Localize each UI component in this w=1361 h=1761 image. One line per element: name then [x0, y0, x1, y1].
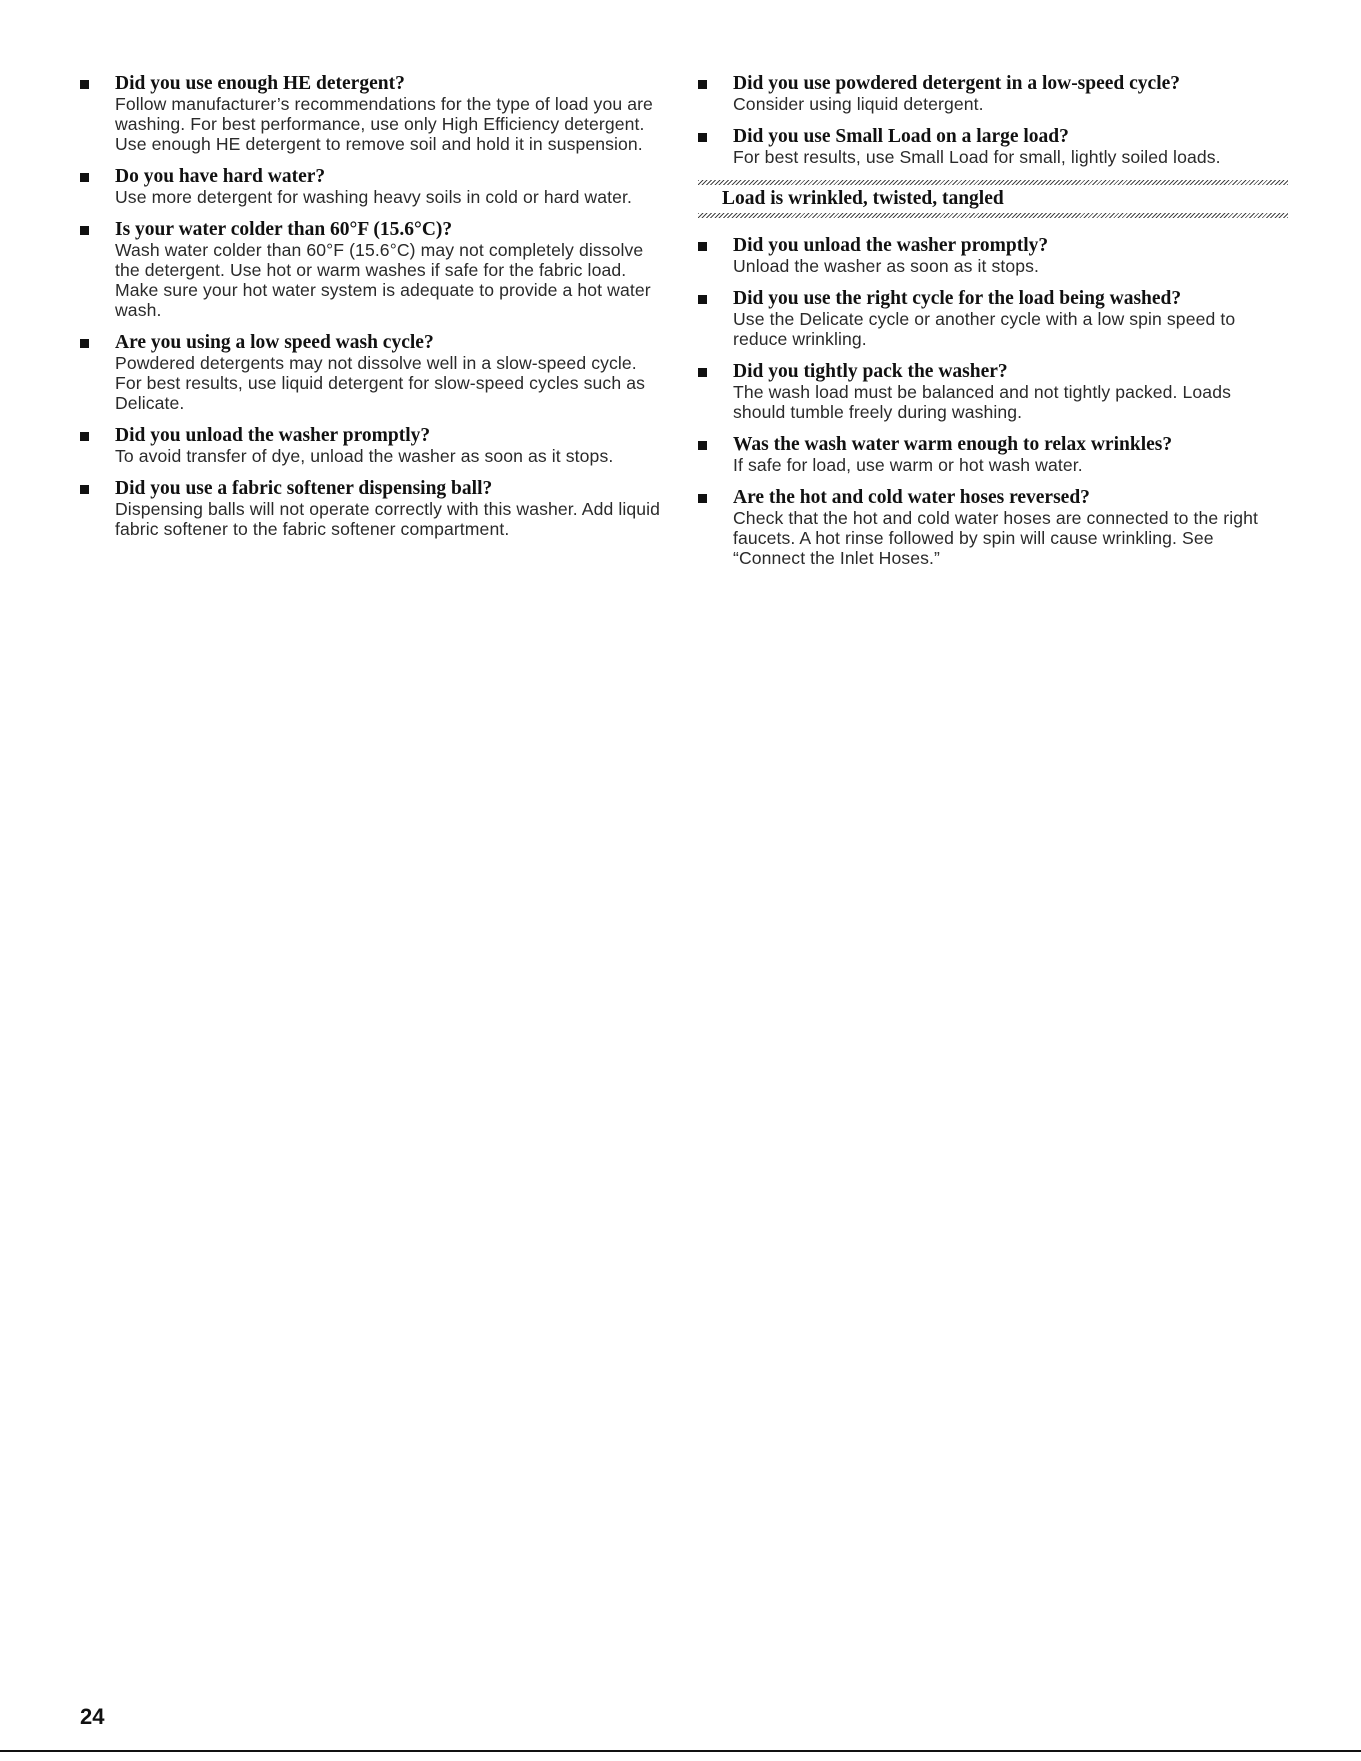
square-bullet-icon [80, 432, 89, 441]
square-bullet-icon [698, 494, 707, 503]
list-item [698, 127, 1288, 167]
square-bullet-icon [698, 441, 707, 450]
section-title: Load is wrinkled, twisted, tangled [722, 188, 1004, 209]
list-item [80, 426, 665, 466]
square-bullet-icon [80, 80, 89, 89]
item-question: Is your water colder than 60°F (15.6°C)? [115, 219, 453, 240]
list-item [80, 167, 665, 207]
item-answer: Dispensing balls will not operate correctly with this washer. Add liquid fabric softener to the fabric softener compartment. [115, 499, 661, 539]
item-answer: Use more detergent for washing heavy soils in cold or hard water. [115, 187, 632, 207]
item-answer: To avoid transfer of dye, unload the washer as soon as it stops. [115, 446, 614, 466]
item-question: Did you use enough HE detergent? [115, 73, 405, 94]
item-answer: Use the Delicate cycle or another cycle with a low spin speed to reduce wrinkling. [733, 309, 1236, 349]
square-bullet-icon [698, 242, 707, 251]
square-bullet-icon [80, 339, 89, 348]
square-bullet-icon [80, 485, 89, 494]
right-column [698, 74, 1288, 581]
list-item [80, 220, 665, 320]
item-question: Did you unload the washer promptly? [733, 235, 1049, 256]
item-answer: Follow manufacturer’s recommendations for the type of load you are washing. For best performance, use only High Efficiency detergent. Use enough HE detergent to remove soil and hold it in suspension. [115, 94, 653, 154]
item-question: Are you using a low speed wash cycle? [115, 332, 434, 353]
list-item [80, 479, 665, 539]
item-answer: Powdered detergents may not dissolve well in a slow-speed cycle. For best results, use liquid detergent for slow-speed cycles such as Delicate. [115, 353, 645, 413]
list-item [698, 74, 1288, 114]
square-bullet-icon [698, 80, 707, 89]
item-question: Was the wash water warm enough to relax wrinkles? [733, 434, 1173, 455]
left-column [80, 74, 665, 552]
item-question: Did you use Small Load on a large load? [733, 126, 1069, 147]
item-question: Did you use the right cycle for the load being washed? [733, 288, 1182, 309]
list-item [80, 333, 665, 413]
square-bullet-icon [698, 368, 707, 377]
section-header [698, 180, 1288, 218]
square-bullet-icon [80, 226, 89, 235]
list-item [698, 435, 1288, 475]
bottom-rule [0, 1750, 1361, 1752]
hatched-rule-bottom [698, 213, 1288, 218]
item-question: Do you have hard water? [115, 166, 326, 187]
square-bullet-icon [80, 173, 89, 182]
item-answer: Consider using liquid detergent. [733, 94, 984, 114]
item-answer: Unload the washer as soon as it stops. [733, 256, 1039, 276]
item-answer: For best results, use Small Load for small, lightly soiled loads. [733, 147, 1221, 167]
list-item [698, 488, 1288, 568]
item-answer: Check that the hot and cold water hoses are connected to the right faucets. A hot rinse followed by spin will cause wrinkling. See “Connect the Inlet Hoses.” [733, 508, 1258, 568]
item-question: Did you unload the washer promptly? [115, 425, 431, 446]
item-answer: If safe for load, use warm or hot wash water. [733, 455, 1083, 475]
list-item [698, 236, 1288, 276]
square-bullet-icon [698, 133, 707, 142]
list-item [698, 289, 1288, 349]
list-item [80, 74, 665, 154]
item-question: Are the hot and cold water hoses reversed? [733, 487, 1090, 508]
page-number: 24 [80, 1704, 105, 1729]
item-question: Did you use powdered detergent in a low-speed cycle? [733, 73, 1181, 94]
item-answer: Wash water colder than 60°F (15.6°C) may not completely dissolve the detergent. Use hot or warm washes if safe for the fabric load. Make sure your hot water system is adequate to provide a hot water wash. [115, 240, 651, 320]
item-question: Did you tightly pack the washer? [733, 361, 1008, 382]
item-question: Did you use a fabric softener dispensing ball? [115, 478, 493, 499]
list-item [698, 362, 1288, 422]
square-bullet-icon [698, 295, 707, 304]
item-answer: The wash load must be balanced and not tightly packed. Loads should tumble freely during washing. [733, 382, 1231, 422]
